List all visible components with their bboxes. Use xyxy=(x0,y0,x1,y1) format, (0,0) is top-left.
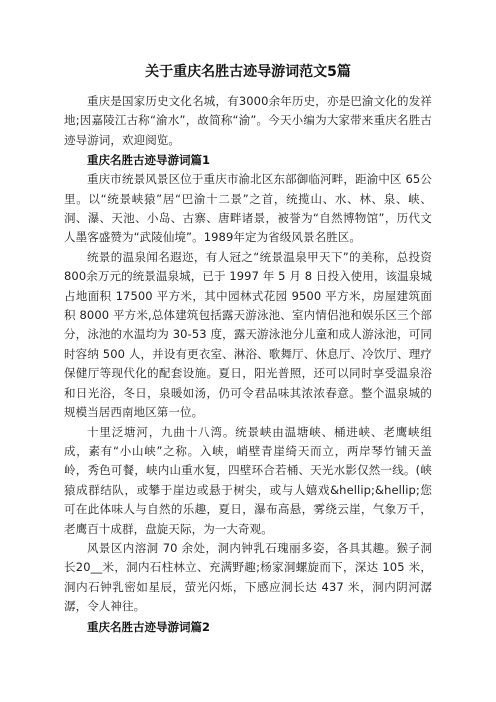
document-title: 关于重庆名胜古迹导游词范文5篇 xyxy=(145,64,351,80)
section-heading-1: 重庆名胜古迹导游词篇1 xyxy=(87,153,211,168)
section1-paragraph-1: 重庆市统景风景区位于重庆市渝北区东部御临河畔，距渝中区 65公里。以“统景峡猿”居“巴渝十二景”之首，统揽山、水、林、泉、峡、洞、瀑、天池、小岛、古寨、唐畔诸景，被誉为“自然博物馆”，历代文人墨客盛赞为“武陵仙境”。1989年定为省级风景名胜区。 xyxy=(64,172,432,245)
section1-paragraph-3: 十里泛塘河，九曲十八湾。统景峡由温塘峡、桶进峡、老鹰峡组成，素有“小山峡”之称。入峡，峭壁青崖绮天而立，两岸琴竹铺天盖岭，秀色可餐，峡内山重水复，四壁环合若桶、天光水影仅然一线。(峡猿成群结队，或攀于崖边或悬于树尖，或与人嬉戏&hellip;&hellip;您可在此体味人与自然的乐趣，夏日，瀑布高悬，雾绕云崖，气象万千，老鹰百十成群，盘旋天际，为一大奇观。 xyxy=(64,424,432,536)
section-heading-2: 重庆名胜古迹导游词篇2 xyxy=(87,619,211,634)
section1-paragraph-2: 统景的温泉闻名遐迩，有人冠之“统景温泉甲天下”的美称，总投资800余万元的统景温泉城，已于 1997 年 5 月 8 日投入使用，该温泉城占地面积 17500 平方米，其中园林式花园 9500 平方米，房屋建筑面积 8000 平方米,总体建筑包括露天游泳池、室内情侣池和娱乐区三个部分，泳池的水温均为 30-53 度，露天游泳池分儿童和成人游泳池，可同时容纳 500 人，并设有更衣室、淋浴、歌舞厅、休息厅、冷饮厅、理疗保健厅等现代化的配套设施。夏日，阳光普照，还可以同时享受温泉浴和日光浴，冬日，泉暖如汤，仍可令君品味其浓浓春意。整个温泉城的规模当居西南地区第一位。 xyxy=(64,249,432,420)
intro-paragraph: 重庆是国家历史文化名城，有3000余年历史，亦是巴渝文化的发祥地;因嘉陵江古称“渝水”，故简称“渝”。今天小编为大家带来重庆名胜古迹导游词，欢迎阅览。 xyxy=(64,94,432,147)
section1-paragraph-4: 风景区内溶洞 70 余处，洞内钟乳石瑰丽多姿，各具其趣。猴子洞长20__米，洞内石柱林立、充满野趣;杨家洞螺旋而下，深达 105 米，洞内石钟乳密如星辰，萤光闪烁，下感应洞长达 437 米，洞内阴河潺潺，令人神往。 xyxy=(64,540,432,614)
